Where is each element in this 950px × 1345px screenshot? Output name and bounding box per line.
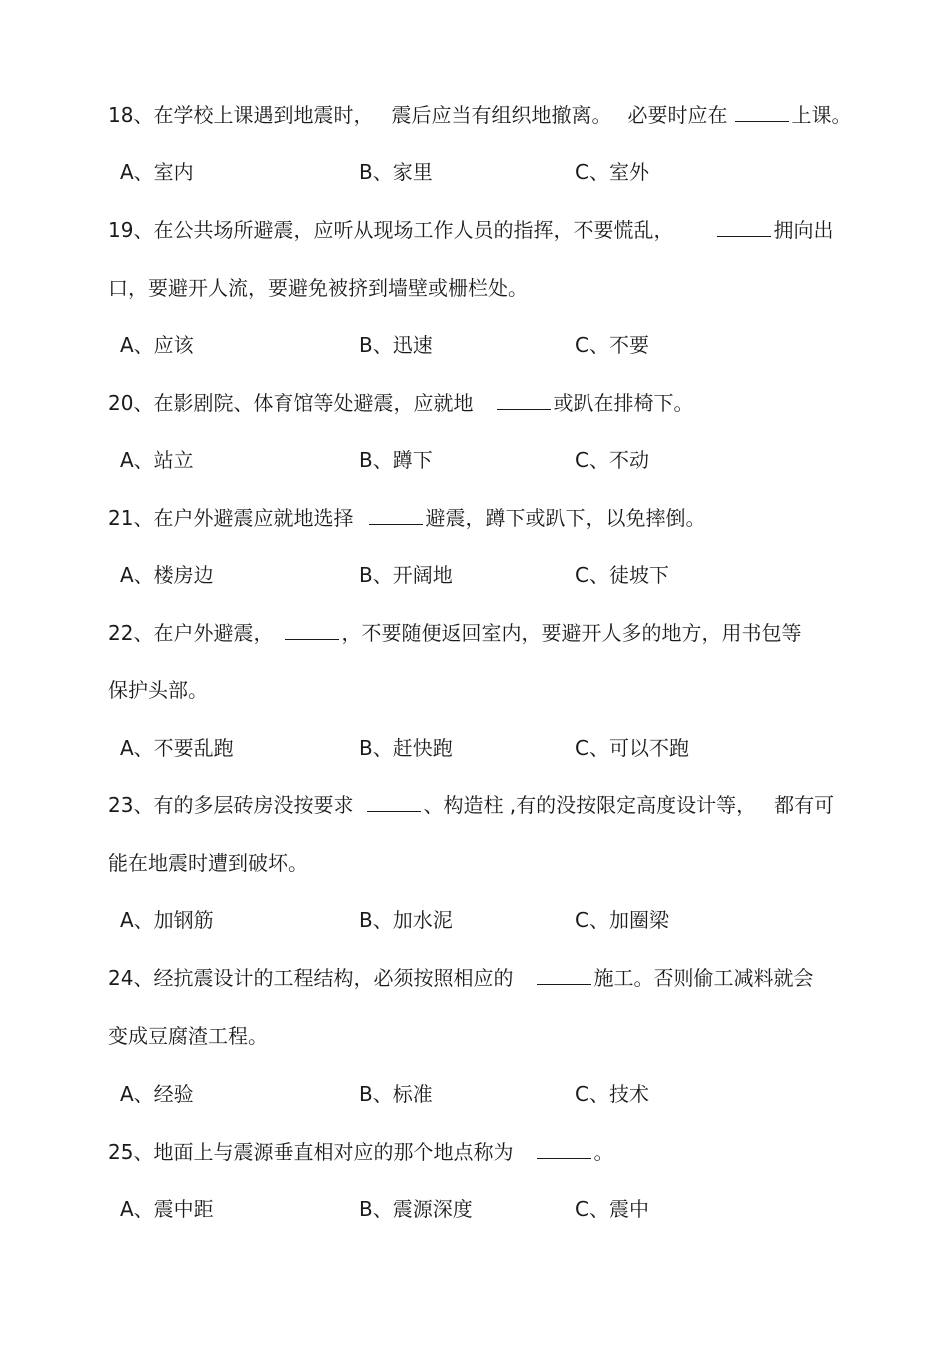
option-c: C、不要: [575, 333, 649, 357]
answer-blank: [367, 791, 421, 812]
question-text: 震后应当有组织地撤离。: [391, 103, 612, 127]
option-c: C、不动: [575, 448, 649, 472]
question-text: 上课。: [791, 103, 852, 127]
answer-blank: [285, 619, 339, 640]
option-b: B、震源深度: [359, 1197, 473, 1221]
option-c: C、室外: [575, 160, 649, 184]
question-23-continued: 能在地震时遭到破坏。: [108, 851, 308, 875]
question-text: 、构造柱 ,有的没按限定高度设计等，: [423, 793, 757, 817]
question-22: [108, 619, 801, 647]
option-b: B、迅速: [359, 333, 433, 357]
option-a: A、楼房边: [120, 563, 214, 587]
question-19-continued: 口，要避开人流，要避免被挤到墙壁或栅栏处。: [108, 276, 528, 300]
option-c: C、震中: [575, 1197, 649, 1221]
option-b: B、蹲下: [359, 448, 433, 472]
question-24: [108, 964, 813, 992]
option-b: B、标准: [359, 1082, 433, 1106]
question-text: 或趴在排椅下。: [553, 391, 694, 415]
question-20: [108, 389, 693, 417]
question-text: 21、在户外避震应就地选择: [108, 506, 354, 530]
option-a: A、应该: [120, 333, 194, 357]
answer-blank: [369, 504, 423, 525]
answer-blank: [717, 216, 771, 237]
question-25: [108, 1138, 613, 1166]
option-c: C、可以不跑: [575, 736, 689, 760]
option-b: B、赶快跑: [359, 736, 453, 760]
option-c: C、徒坡下: [575, 563, 669, 587]
question-22-continued: 保护头部。: [108, 678, 208, 702]
answer-blank: [497, 389, 551, 410]
answer-blank: [537, 964, 591, 985]
option-b: B、加水泥: [359, 908, 453, 932]
answer-blank: [735, 101, 789, 122]
question-text: 20、在影剧院、体育馆等处避震，应就地: [108, 391, 474, 415]
option-a: A、震中距: [120, 1197, 214, 1221]
option-c: C、加圈梁: [575, 908, 669, 932]
question-text: 22、在户外避震，: [108, 621, 274, 645]
option-b: B、开阔地: [359, 563, 453, 587]
option-a: A、站立: [120, 448, 194, 472]
option-a: A、室内: [120, 160, 194, 184]
question-text: 必要时应在: [627, 103, 728, 127]
question-23: [108, 791, 834, 819]
question-text: 18、在学校上课遇到地震时，: [108, 103, 374, 127]
question-21: [108, 504, 705, 532]
question-text: 19、在公共场所避震，应听从现场工作人员的指挥，不要慌乱，: [108, 218, 674, 242]
option-b: B、家里: [359, 160, 433, 184]
question-text: 施工。否则偷工减料就会: [593, 966, 814, 990]
option-c: C、技术: [575, 1082, 649, 1106]
question-18: [108, 101, 851, 129]
option-a: A、不要乱跑: [120, 736, 234, 760]
question-text: 避震，蹲下或趴下，以免摔倒。: [425, 506, 706, 530]
question-text: 都有可: [774, 793, 835, 817]
question-text: 23、有的多层砖房没按要求: [108, 793, 354, 817]
question-text: ，不要随便返回室内，要避开人多的地方，用书包等: [341, 621, 802, 645]
question-text: 拥向出: [773, 218, 834, 242]
question-text: 25、地面上与震源垂直相对应的那个地点称为: [108, 1140, 514, 1164]
question-24-continued: 变成豆腐渣工程。: [108, 1024, 268, 1048]
option-a: A、经验: [120, 1082, 194, 1106]
answer-blank: [537, 1138, 591, 1159]
question-19: [108, 216, 833, 244]
question-text: 24、经抗震设计的工程结构，必须按照相应的: [108, 966, 514, 990]
option-a: A、加钢筋: [120, 908, 214, 932]
question-text: 。: [593, 1140, 614, 1164]
